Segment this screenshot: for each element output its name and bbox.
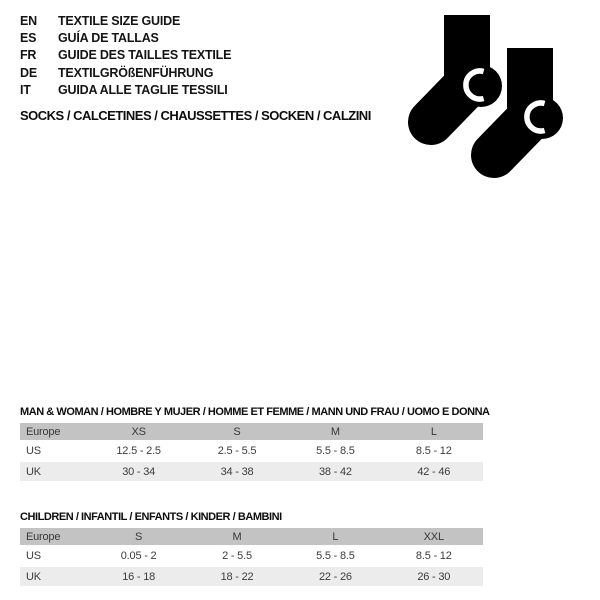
size-value: 38 - 42 — [286, 461, 384, 481]
category-title: SOCKS / CALCETINES / CHAUSSETTES / SOCKEN / CALZINI — [20, 108, 371, 123]
man-woman-table — [20, 423, 483, 481]
region-label: US — [20, 546, 89, 566]
table-row-us — [20, 441, 483, 461]
table-row-uk — [20, 461, 483, 481]
children-table — [20, 528, 483, 586]
size-value: 26 - 30 — [385, 566, 483, 586]
language-label: GUIDA ALLE TAGLIE TESSILI — [58, 82, 228, 97]
column-header-l: L — [385, 423, 483, 441]
column-header-xs: XS — [89, 423, 187, 441]
size-value: 22 - 26 — [286, 566, 384, 586]
language-label: TEXTILE SIZE GUIDE — [58, 14, 181, 28]
sock-back — [431, 15, 502, 122]
column-header-l: L — [286, 528, 384, 546]
language-row-de — [20, 65, 231, 82]
table-header-row — [20, 528, 483, 546]
language-code: FR — [20, 48, 37, 63]
man-woman-title: MAN & WOMAN / HOMBRE Y MUJER / HOMME ET FEMME / MANN UND FRAU / UOMO E DONNA — [20, 406, 490, 418]
size-value: 12.5 - 2.5 — [89, 441, 187, 461]
size-value: 2.5 - 5.5 — [188, 441, 286, 461]
language-row-es — [20, 30, 231, 47]
sock-front — [494, 43, 568, 155]
section-children — [20, 511, 483, 586]
size-value: 18 - 22 — [188, 566, 286, 586]
language-label: GUIDE DES TAILLES TEXTILE — [58, 48, 232, 63]
language-code: EN — [20, 14, 37, 28]
column-header-m: M — [286, 423, 384, 441]
language-code: IT — [20, 82, 31, 97]
section-man-woman — [20, 406, 490, 481]
region-label: US — [20, 441, 89, 461]
size-value: 30 - 34 — [89, 461, 187, 481]
column-header-europe: Europe — [20, 528, 89, 546]
language-row-en — [20, 13, 231, 30]
children-title: CHILDREN / INFANTIL / ENFANTS / KINDER / BAMBINI — [20, 511, 282, 523]
size-value: 5.5 - 8.5 — [286, 546, 384, 566]
language-code: ES — [20, 31, 37, 46]
language-list — [20, 13, 231, 99]
language-row-fr — [20, 47, 231, 64]
language-code: DE — [20, 65, 37, 80]
table-header-row — [20, 423, 483, 441]
size-value: 16 - 18 — [89, 566, 187, 586]
region-label: UK — [20, 461, 89, 481]
socks-icon — [393, 3, 583, 193]
language-row-it — [20, 82, 231, 99]
language-label: GUÍA DE TALLAS — [58, 31, 159, 46]
size-value: 5.5 - 8.5 — [286, 441, 384, 461]
column-header-europe: Europe — [20, 423, 89, 441]
table-row-us — [20, 546, 483, 566]
size-value: 8.5 - 12 — [385, 441, 483, 461]
column-header-m: M — [188, 528, 286, 546]
column-header-s: S — [89, 528, 187, 546]
region-label: UK — [20, 566, 89, 586]
table-row-uk — [20, 566, 483, 586]
column-header-xxl: XXL — [385, 528, 483, 546]
size-value: 0.05 - 2 — [89, 546, 187, 566]
column-header-s: S — [188, 423, 286, 441]
language-label: TEXTILGRÖßENFÜHRUNG — [58, 65, 214, 80]
size-value: 2 - 5.5 — [188, 546, 286, 566]
size-value: 42 - 46 — [385, 461, 483, 481]
size-value: 34 - 38 — [188, 461, 286, 481]
size-value: 8.5 - 12 — [385, 546, 483, 566]
